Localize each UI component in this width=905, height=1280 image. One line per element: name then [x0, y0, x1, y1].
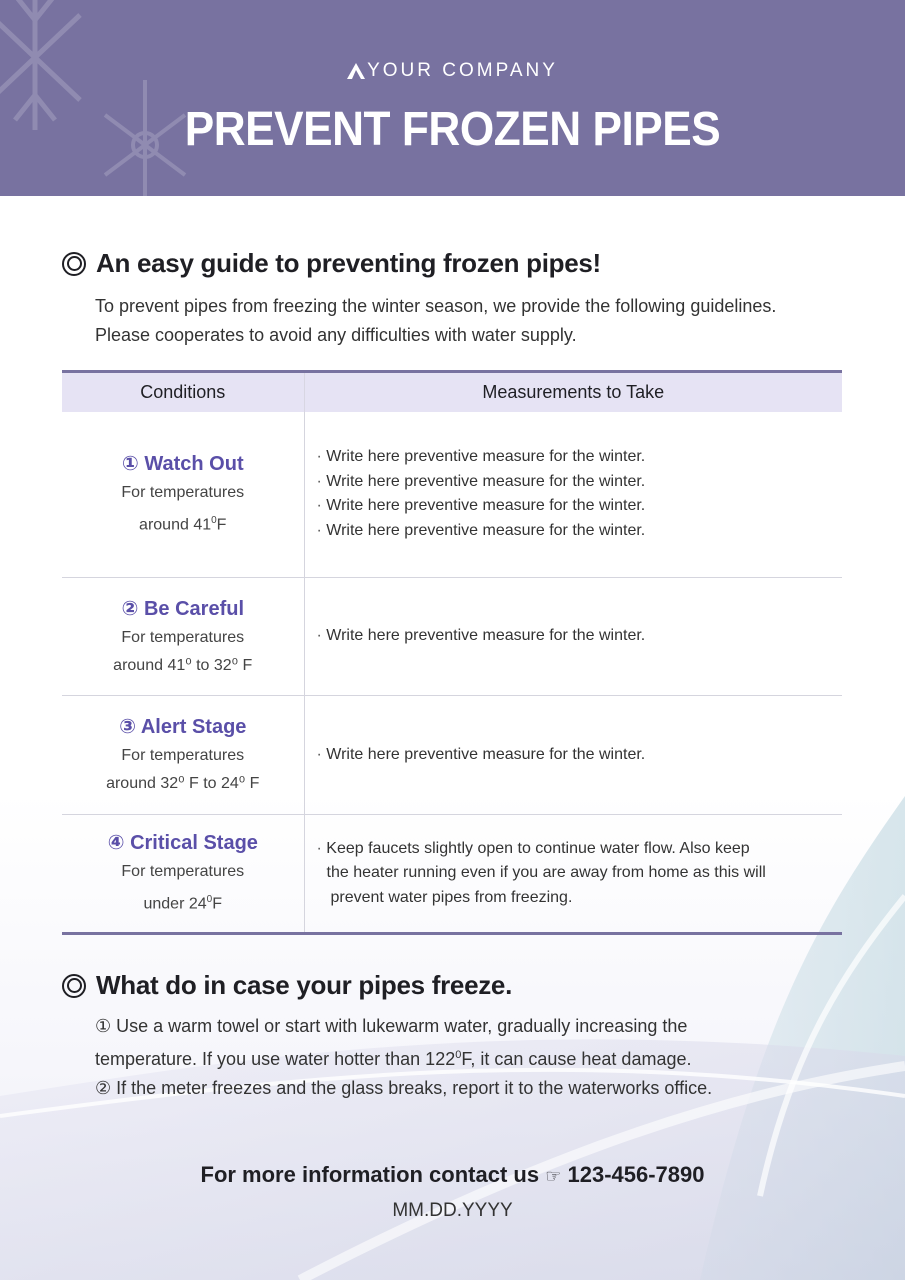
logo-icon — [347, 63, 365, 79]
unit-text: F — [216, 516, 227, 534]
column-header-conditions: Conditions — [62, 372, 304, 412]
company-brand — [0, 60, 905, 82]
step-text: ② If the meter freezes and the glass breaks, report it to the waterworks office. — [95, 1078, 713, 1098]
degree-sup: 0 — [206, 894, 213, 906]
guide-heading — [62, 248, 601, 279]
freeze-steps — [95, 1012, 712, 1103]
measure-item: · Write here preventive measure for the winter. — [317, 494, 843, 519]
conditions-table — [62, 370, 842, 935]
condition-cell — [62, 696, 304, 815]
table-header-row — [62, 372, 842, 412]
measures-cell — [304, 815, 842, 934]
double-circle-icon — [62, 252, 86, 276]
measure-item-continued: prevent water pipes from freezing. — [330, 888, 573, 906]
intro-line: Please cooperates to avoid any difficulties with water supply. — [95, 325, 577, 345]
stage-desc: For temperatures — [121, 628, 245, 646]
stage-temp: around 32⁰ F to 24⁰ F — [106, 775, 260, 792]
company-name: YOUR COMPANY — [367, 60, 558, 81]
guide-intro — [95, 292, 776, 350]
temp-text: under 24 — [143, 895, 207, 913]
table-row — [62, 815, 842, 934]
step-text — [95, 1041, 712, 1074]
stage-temp — [62, 507, 304, 539]
column-header-measurements: Measurements to Take — [304, 372, 842, 412]
pointing-hand-icon: ☞ — [545, 1166, 562, 1186]
measures-cell — [304, 578, 842, 696]
freeze-heading — [62, 970, 512, 1001]
contact-info — [0, 1162, 905, 1188]
measures-cell — [304, 696, 842, 815]
step-text-part: temperature. If you use water hotter than 122 — [95, 1049, 456, 1069]
measure-item: · Write here preventive measure for the winter. — [317, 445, 843, 470]
table-row — [62, 412, 842, 578]
freeze-heading-text: What do in case your pipes freeze. — [96, 970, 513, 1000]
unit-text: F — [212, 895, 222, 913]
measure-item: · Write here preventive measure for the winter. — [317, 624, 843, 649]
date-text: MM.DD.YYYY — [392, 1200, 513, 1221]
stage-temp — [62, 886, 304, 918]
measure-item-continued: the heater running even if you are away from home as this will — [326, 864, 766, 882]
temp-text: around 41 — [139, 516, 212, 534]
table-row — [62, 578, 842, 696]
measures-cell — [304, 412, 842, 578]
stage-temp: around 41⁰ to 32⁰ F — [113, 656, 253, 674]
measure-item: · Write here preventive measure for the winter. — [317, 519, 843, 544]
step-text-part: F, it can cause heat damage. — [461, 1049, 692, 1069]
stage-name: ② Be Careful — [121, 597, 245, 620]
measure-item: · Write here preventive measure for the winter. — [317, 743, 843, 768]
guide-heading-text: An easy guide to preventing frozen pipes! — [96, 248, 601, 278]
measure-item: · Write here preventive measure for the winter. — [317, 470, 843, 495]
header-banner — [0, 0, 905, 196]
stage-desc: For temperatures — [121, 484, 245, 502]
condition-cell — [62, 412, 304, 578]
step-text: ① Use a warm towel or start with lukewarm water, gradually increasing the — [95, 1016, 688, 1036]
degree-sup: 0 — [211, 515, 217, 527]
condition-cell — [62, 578, 304, 696]
stage-name: ③ Alert Stage — [119, 716, 247, 738]
contact-label: For more information contact us — [200, 1162, 540, 1187]
page-title: PREVENT FROZEN PIPES — [184, 103, 721, 156]
stage-name: ④ Critical Stage — [107, 832, 258, 855]
intro-line: To prevent pipes from freezing the winter season, we provide the following guidelines. — [95, 296, 777, 316]
condition-cell — [62, 815, 304, 934]
stage-name: ① Watch Out — [121, 453, 244, 476]
measure-item: · Keep faucets slightly open to continue water flow. Also keep — [317, 837, 843, 862]
table-row — [62, 696, 842, 815]
double-circle-icon — [62, 974, 86, 998]
stage-desc: For temperatures — [121, 747, 245, 764]
stage-desc: For temperatures — [121, 863, 245, 881]
phone-number[interactable]: 123-456-7890 — [567, 1162, 705, 1187]
degree-sup: 0 — [455, 1049, 462, 1061]
